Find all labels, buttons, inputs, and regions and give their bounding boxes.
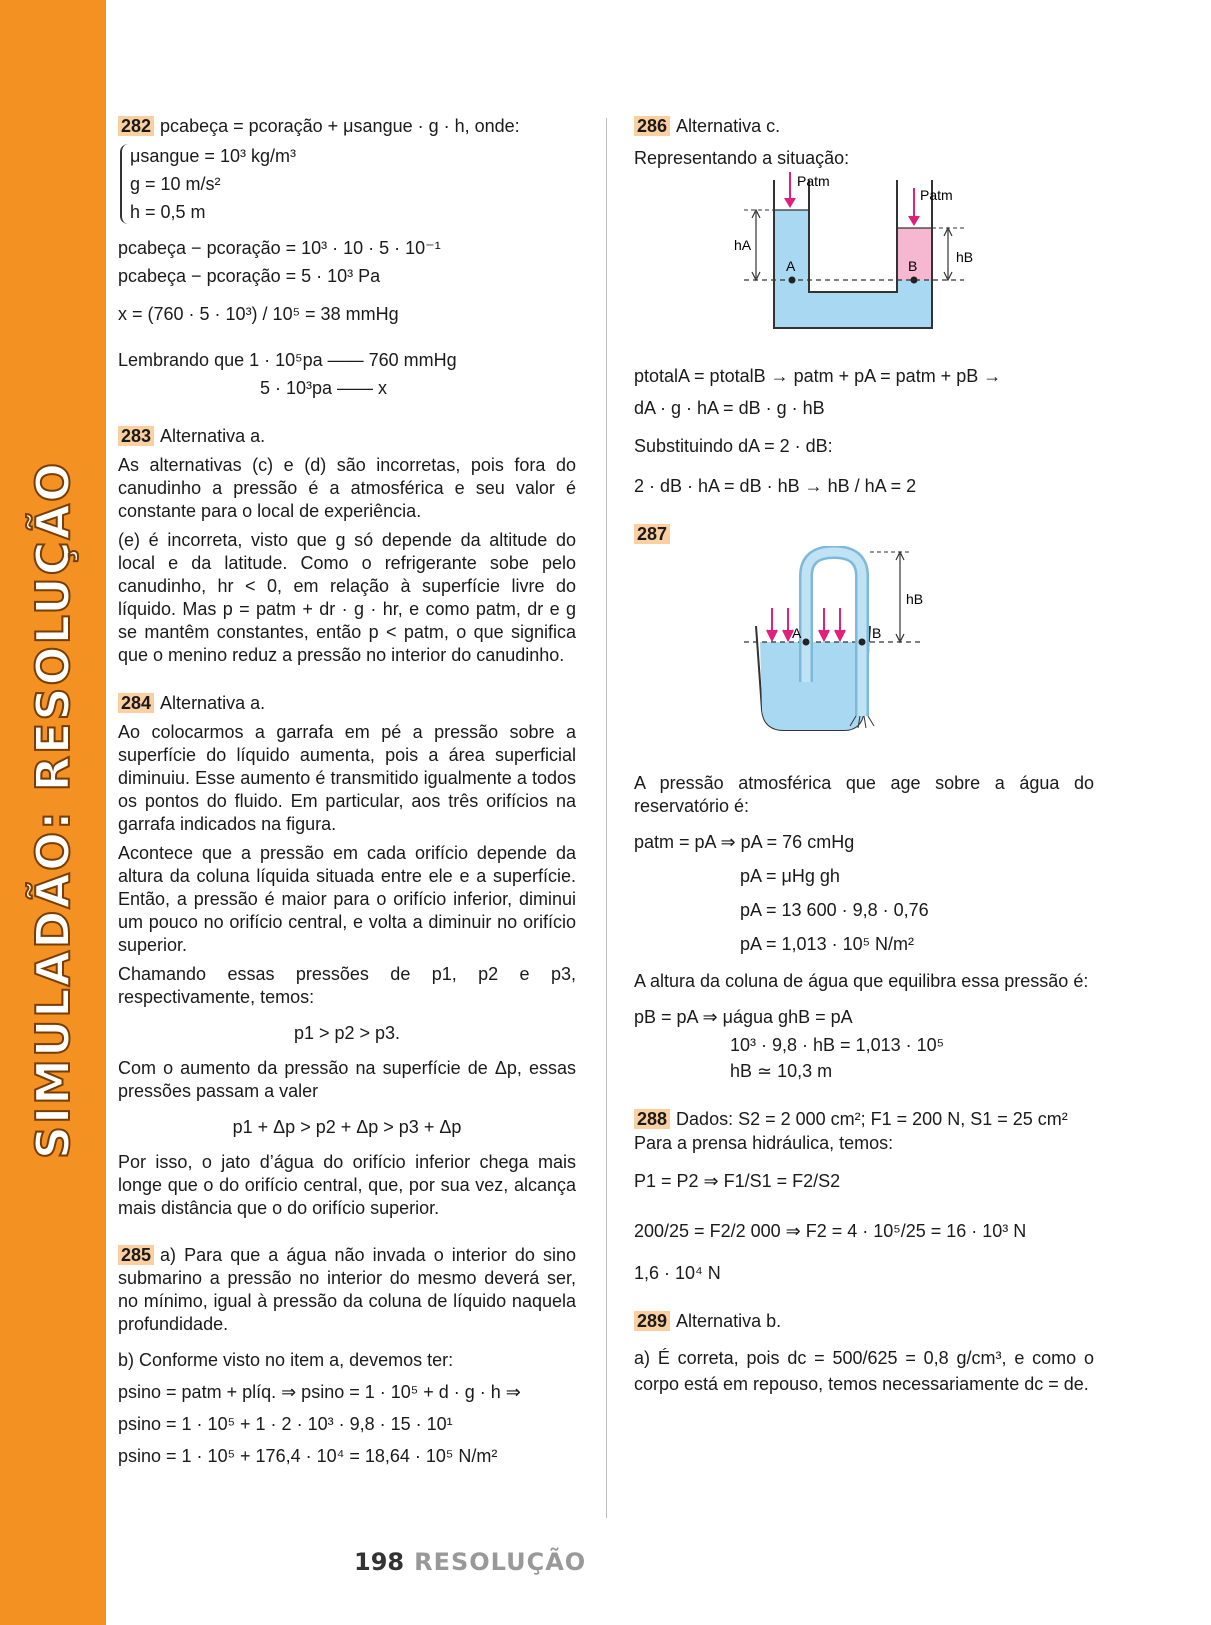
point-a-label: A — [786, 258, 796, 274]
right-column — [634, 114, 1094, 1397]
patm-label-b: Patm — [920, 187, 953, 203]
problem-283 — [118, 424, 576, 667]
problem-title: Alternativa a. — [160, 426, 266, 446]
paragraph: Ao colocarmos a garrafa em pé a pressão sobre a superfície do líquido aumenta, pois a área superficial diminuiu. Esse aumento é transmitido igualmente a todos os pontos do fluido. Em particular, aos três orifícios na garrafa indicados na figura. — [118, 722, 576, 834]
patm-label-a: Patm — [797, 173, 830, 189]
paragraph: a) Para que a água não invada o interior do sino submarino a pressão no interior do mesmo deverá ser, no mínimo, igual à pressão da coluna de líquido naquela profundidade. — [118, 1245, 576, 1334]
u-tube-figure — [634, 170, 1094, 350]
problem-number: 287 — [634, 524, 670, 544]
equation-line: h = 0,5 m — [130, 202, 206, 222]
equation-line: pB = pA ⇒ μágua ghB = pA — [634, 1007, 853, 1027]
footer-label: RESOLUÇÃO — [414, 1548, 587, 1576]
paragraph: a) É correta, pois dc = 500/625 = 0,8 g/cm³, e como o corpo está em repouso, temos necessariamente dc = de. — [634, 1348, 1094, 1394]
equation-line: ptotalA = ptotalB → patm + pA = patm + pB → — [634, 366, 1002, 386]
problem-number: 285 — [118, 1245, 154, 1265]
hb-label: hB — [956, 249, 974, 265]
equation-line: p1 + Δp > p2 + Δp > p3 + Δp — [232, 1117, 462, 1137]
equation-line: x = (760 · 5 · 10³) / 10⁵ = 38 mmHg — [118, 304, 399, 324]
equation-line: 1,6 · 10⁴ N — [634, 1263, 721, 1283]
paragraph: A altura da coluna de água que equilibra essa pressão é: — [634, 971, 1089, 991]
equation-line: pA = 1,013 · 10⁵ N/m² — [740, 934, 915, 954]
sidebar — [0, 0, 106, 1625]
paragraph: As alternativas (c) e (d) são incorretas, pois fora do canudinho a pressão é a atmosférica e seu valor é constante para o local de experiência. — [118, 455, 576, 521]
equation-line: Dados: S2 = 2 000 cm²; F1 = 200 N, S1 = 25 cm² — [676, 1109, 1068, 1129]
equation-line: hB ≃ 10,3 m — [730, 1061, 833, 1081]
siphon-figure — [634, 546, 1094, 746]
problem-number: 288 — [634, 1109, 670, 1129]
problem-number: 284 — [118, 693, 154, 713]
equation-line: dA · g · hA = dB · g · hB — [634, 398, 825, 418]
equation-line: 200/25 = F2/2 000 ⇒ F2 = 4 · 10⁵/25 = 16 · 10³ N — [634, 1221, 1027, 1241]
equation-line: psino = patm + plíq. ⇒ psino = 1 · 10⁵ + d · g · h ⇒ — [118, 1382, 521, 1402]
equation-line: psino = 1 · 10⁵ + 1 · 2 · 10³ · 9,8 · 15 · 10¹ — [118, 1414, 453, 1434]
problem-title: Alternativa b. — [676, 1311, 782, 1331]
paragraph: (e) é incorreta, visto que g só depende da altitude do local e da latitude. Como o refrigerante sobe pelo canudinho, hr < 0, em relação à superfície livre do líquido. Mas p = patm + dr · g · hr, e como patm, dr e g se mantêm constantes, então p < patm, o que significa que o menino reduz a pressão no interior do canudinho. — [118, 530, 576, 665]
paragraph: Chamando essas pressões de p1, p2 e p3, respectivamente, temos: — [118, 964, 576, 1007]
problem-286 — [634, 114, 1094, 498]
problem-title: Alternativa a. — [160, 693, 266, 713]
point-a-label: A — [792, 625, 802, 641]
equation-line: patm = pA ⇒ pA = 76 cmHg — [634, 832, 855, 852]
equation-line: p1 > p2 > p3. — [293, 1023, 401, 1043]
problem-number: 289 — [634, 1311, 670, 1331]
paragraph: Para a prensa hidráulica, temos: — [634, 1133, 894, 1153]
equation-line: Substituindo dA = 2 · dB: — [634, 436, 833, 456]
given-values — [120, 144, 576, 224]
paragraph: Por isso, o jato d’água do orifício inferior chega mais longe que o do orifício central, que, por sua vez, alcança mais distância que o do orifício superior. — [118, 1152, 576, 1218]
equation-line: 10³ · 9,8 · hB = 1,013 · 10⁵ — [730, 1035, 945, 1055]
problem-number: 283 — [118, 426, 154, 446]
equation-line: 2 · dB · hA = dB · hB → hB / hA = 2 — [634, 476, 917, 496]
paragraph: Acontece que a pressão em cada orifício depende da altura da coluna líquida situada entre ele e a superfície. Então, a pressão é maior para o orifício inferior, diminui um pouco no orifício central, e volta a diminuir no orifício superior. — [118, 843, 576, 955]
hb-label: hB — [906, 591, 924, 607]
page-footer — [354, 1548, 586, 1576]
column-divider — [606, 118, 607, 1518]
problem-number: 286 — [634, 116, 670, 136]
point-b-label: B — [872, 625, 882, 641]
problem-285 — [118, 1244, 576, 1468]
equation-line: pcabeça − pcoração = 5 · 10³ Pa — [118, 266, 381, 286]
equation-line: psino = 1 · 10⁵ + 176,4 · 10⁴ = 18,64 · 10⁵ N/m² — [118, 1446, 498, 1466]
page-number: 198 — [354, 1548, 405, 1576]
ha-label: hA — [734, 237, 752, 253]
problem-282 — [118, 114, 576, 400]
paragraph: b) Conforme visto no item a, devemos ter: — [118, 1350, 454, 1370]
paragraph: A pressão atmosférica que age sobre a água do reservatório é: — [634, 773, 1094, 816]
equation-line: Lembrando que 1 · 10⁵pa —— 760 mmHg — [118, 350, 457, 370]
problem-289 — [634, 1309, 1094, 1397]
left-column — [118, 114, 576, 1468]
problem-284 — [118, 691, 576, 1220]
sidebar-title: SIMULADÃO: RESOLUÇÃO — [26, 460, 80, 1160]
paragraph: Com o aumento da pressão na superfície de Δp, essas pressões passam a valer — [118, 1058, 576, 1101]
point-b-label: B — [908, 258, 918, 274]
equation-line: pcabeça − pcoração = 10³ · 10 · 5 · 10⁻¹ — [118, 238, 441, 258]
equation-line: pcabeça = pcoração + μsangue · g · h, onde: — [160, 116, 520, 136]
problem-288 — [634, 1107, 1094, 1285]
problem-287 — [634, 522, 1094, 1083]
problem-number: 282 — [118, 116, 154, 136]
problem-title: Alternativa c. — [676, 116, 781, 136]
equation-line: g = 10 m/s² — [130, 174, 221, 194]
equation-line: P1 = P2 ⇒ F1/S1 = F2/S2 — [634, 1171, 841, 1191]
equation-line: 5 · 10³pa —— x — [260, 378, 388, 398]
equation-line: pA = μHg gh — [740, 866, 840, 886]
equation-line: μsangue = 10³ kg/m³ — [130, 146, 296, 166]
equation-line: pA = 13 600 · 9,8 · 0,76 — [740, 900, 929, 920]
paragraph: Representando a situação: — [634, 148, 850, 168]
